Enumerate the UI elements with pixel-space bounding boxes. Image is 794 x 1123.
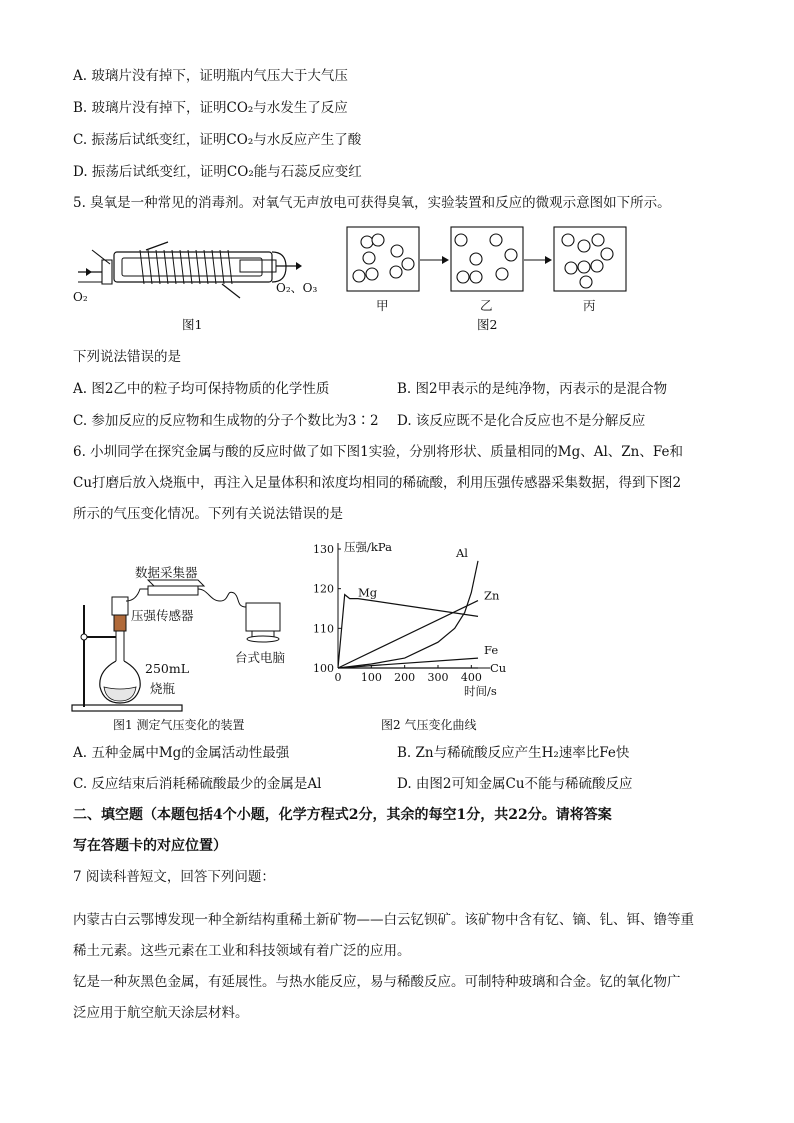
q6-fig1-flask-volume: 250mL (145, 661, 190, 676)
q5-figure2-particles (345, 224, 635, 296)
q5-fig2-label-yi: 乙 (480, 298, 493, 313)
q4-option-a: A. 玻璃片没有掉下，证明瓶内气压大于大气压 (73, 68, 348, 84)
q6-fig1-caption: 图1 测定气压变化的装置 (113, 718, 245, 732)
q6-fig1-flask-label: 烧瓶 (150, 681, 176, 696)
q7-stem: 7 阅读科普短文，回答下列问题： (73, 869, 275, 885)
q5-figure1-apparatus (70, 220, 340, 335)
series-line-al (338, 561, 478, 668)
section2-title-line2: 写在答题卡的对应位置） (73, 838, 227, 854)
q6-stem-line1: 6. 小圳同学在探究金属与酸的反应时做了如下图1实验，分别将形状、质量相同的Mg、Al、Zn、Fe和 (73, 444, 683, 460)
series-label-al: Al (456, 546, 468, 560)
q5-option-c: C. 参加反应的反应物和生成物的分子个数比为3∶2 (73, 413, 379, 429)
q5-fig1-outlet-label: O₂、O₃ (276, 281, 318, 295)
q5-question: 下列说法错误的是 (73, 349, 181, 365)
q6-fig1-collector-label: 数据采集器 (135, 565, 198, 580)
q5-fig2-label-jia: 甲 (376, 298, 389, 313)
pressure-chart (310, 535, 510, 713)
q5-option-d: D. 该反应既不是化合反应也不是分解反应 (397, 413, 646, 429)
q5-stem: 5. 臭氧是一种常见的消毒剂。对氧气无声放电可获得臭氧，实验装置和反应的微观示意图如下所示。 (73, 195, 671, 211)
x-tick-label: 200 (394, 671, 416, 684)
q7-paragraph2-line2: 泛应用于航空航天涂层材料。 (73, 1005, 249, 1021)
y-tick-label: 100 (313, 662, 334, 675)
q5-fig2-label-bing: 丙 (583, 298, 596, 313)
q6-fig2-caption: 图2 气压变化曲线 (381, 718, 477, 732)
q5-fig2-caption: 图2 (477, 317, 498, 332)
q7-paragraph2-line1: 钇是一种灰黑色金属，有延展性。与热水能反应，易与稀酸反应。可制特种玻璃和合金。钇的氧化物广 (73, 974, 681, 990)
y-tick-label: 130 (313, 543, 334, 556)
x-tick-label: 400 (460, 671, 482, 684)
y-tick-label: 110 (313, 622, 334, 636)
q4-option-d: D. 振荡后试纸变红，证明CO₂能与石蕊反应变红 (73, 164, 362, 180)
series-label-cu: Cu (490, 661, 507, 676)
q5-fig1-caption: 图1 (182, 317, 203, 332)
section2-title-line1: 二、填空题（本题包括4个小题，化学方程式2分，其余的每空1分，共22分。请将答案 (73, 807, 612, 823)
q6-option-d: D. 由图2可知金属Cu不能与稀硫酸反应 (397, 776, 633, 792)
series-label-mg: Mg (358, 585, 378, 600)
q4-option-c: C. 振荡后试纸变红，证明CO₂与水反应产生了酸 (73, 132, 362, 148)
q6-fig1-sensor-label: 压强传感器 (131, 608, 194, 623)
q5-fig1-inlet-label: O₂ (73, 290, 88, 304)
x-axis-label: 时间/s (464, 684, 497, 698)
q5-option-b: B. 图2甲表示的是纯净物，丙表示的是混合物 (397, 381, 668, 397)
series-line-zn (338, 601, 478, 668)
q6-stem-line3: 所示的气压变化情况。下列有关说法错误的是 (73, 506, 343, 522)
q6-fig1-computer-label: 台式电脑 (235, 650, 286, 665)
x-tick-label: 300 (427, 671, 449, 684)
series-label-zn: Zn (484, 588, 500, 603)
y-tick-label: 120 (313, 582, 334, 596)
q4-option-b: B. 玻璃片没有掉下，证明CO₂与水发生了反应 (73, 100, 348, 116)
series-label-fe: Fe (484, 643, 499, 658)
y-axis-label: 压强/kPa (344, 540, 392, 554)
x-tick-label: 0 (334, 671, 342, 684)
q6-option-a: A. 五种金属中Mg的金属活动性最强 (73, 745, 290, 761)
q7-paragraph1-line1: 内蒙古白云鄂博发现一种全新结构重稀土新矿物——白云钇钡矿。该矿物中含有钇、镝、钆、铒、镥等重 (73, 912, 694, 928)
q5-option-a: A. 图2乙中的粒子均可保持物质的化学性质 (73, 381, 330, 397)
q6-option-b: B. Zn与稀硫酸反应产生H₂速率比Fe快 (397, 745, 630, 761)
q6-stem-line2: Cu打磨后放入烧瓶中，再注入足量体积和浓度均相同的稀硫酸，利用压强传感器采集数据，得到下图2 (73, 475, 682, 491)
series-line-fe (338, 658, 478, 668)
q7-paragraph1-line2: 稀土元素。这些元素在工业和科技领域有着广泛的应用。 (73, 943, 411, 959)
q6-figure1-apparatus (70, 575, 300, 715)
x-tick-label: 100 (360, 671, 382, 684)
q6-option-c: C. 反应结束后消耗稀硫酸最少的金属是Al (73, 776, 322, 792)
